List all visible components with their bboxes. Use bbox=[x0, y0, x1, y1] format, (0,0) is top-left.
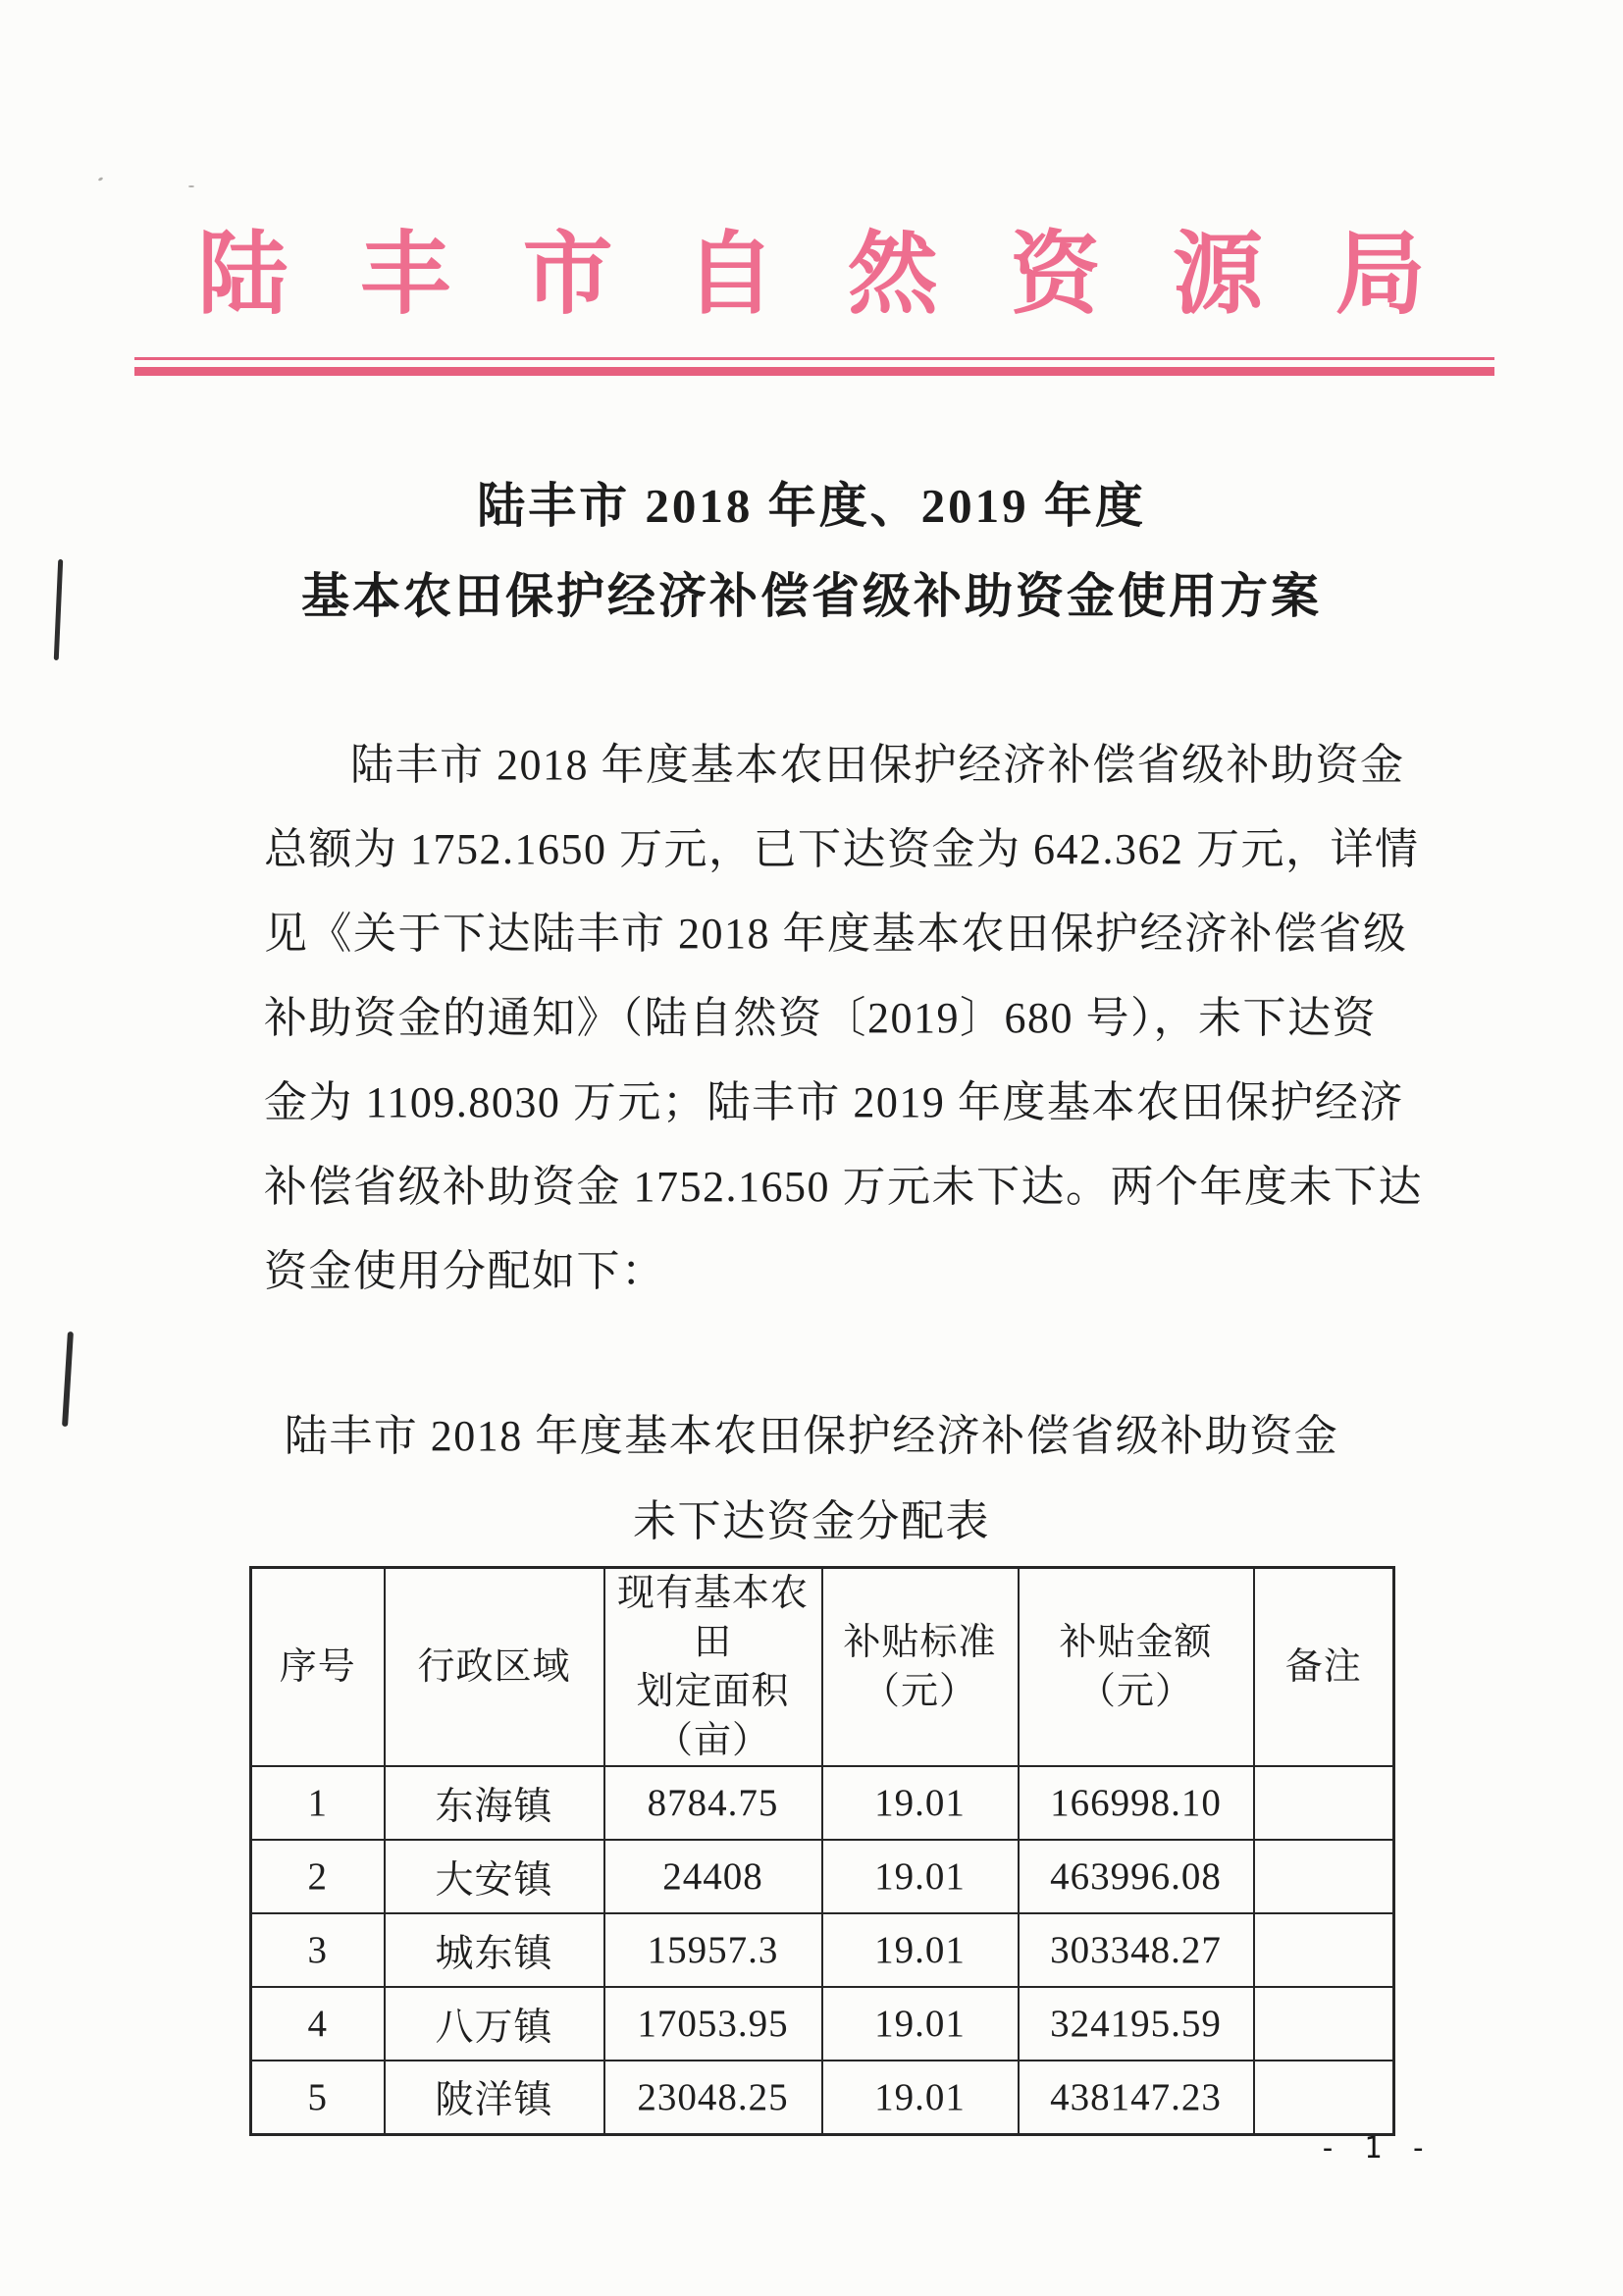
table-header-row bbox=[251, 1568, 1394, 1767]
table-caption-line-1: 陆丰市 2018 年度基本农田保护经济补偿省级补助资金 bbox=[284, 1412, 1339, 1460]
cell-index: 3 bbox=[251, 1913, 385, 1987]
title-line-1: 陆丰市 2018 年度、2019 年度 bbox=[477, 479, 1146, 533]
cell-amount: 463996.08 bbox=[1019, 1840, 1254, 1913]
cell-area: 24408 bbox=[604, 1840, 822, 1913]
cell-amount: 166998.10 bbox=[1019, 1766, 1254, 1840]
cell-index: 4 bbox=[251, 1987, 385, 2061]
body-line: 总额为 1752.1650 万元，已下达资金为 642.362 万元，详情 bbox=[264, 825, 1420, 873]
col-header-subsidy-rate bbox=[822, 1568, 1019, 1767]
col-header-text: 序号 bbox=[279, 1646, 356, 1688]
cell-rate: 19.01 bbox=[822, 2061, 1019, 2134]
cell-area: 15957.3 bbox=[604, 1913, 822, 1987]
col-header-remarks bbox=[1254, 1568, 1394, 1767]
cell-amount: 303348.27 bbox=[1019, 1913, 1254, 1987]
col-header-text: 备注 bbox=[1284, 1646, 1362, 1688]
table-caption-line-2: 未下达资金分配表 bbox=[633, 1497, 990, 1545]
page-number: - 1 - bbox=[1319, 2131, 1433, 2166]
body-line: 补助资金的通知》（陆自然资〔2019〕680 号），未下达资 bbox=[264, 994, 1377, 1042]
agency-letterhead: 陆丰市自然资源局 bbox=[197, 225, 1498, 325]
col-header-index bbox=[251, 1568, 385, 1767]
cell-index: 1 bbox=[251, 1766, 385, 1840]
letterhead-rule-thick bbox=[134, 367, 1494, 376]
body-line: 陆丰市 2018 年度基本农田保护经济补偿省级补助资金 bbox=[350, 741, 1405, 789]
cell-remarks bbox=[1254, 1766, 1394, 1840]
col-header-text: 行政区域 bbox=[417, 1646, 571, 1688]
table-row bbox=[251, 1913, 1394, 1987]
col-header-district bbox=[385, 1568, 604, 1767]
cell-remarks bbox=[1254, 2061, 1394, 2134]
cell-district: 陂洋镇 bbox=[385, 2061, 604, 2134]
body-line: 金为 1109.8030 万元；陆丰市 2019 年度基本农田保护经济 bbox=[264, 1078, 1404, 1126]
allocation-table bbox=[249, 1566, 1395, 2136]
cell-remarks bbox=[1254, 1987, 1394, 2061]
col-header-text: 划定面积（亩） bbox=[636, 1671, 790, 1761]
table-caption bbox=[0, 1393, 1623, 1564]
cell-rate: 19.01 bbox=[822, 1987, 1019, 2061]
col-header-text: （元） bbox=[862, 1671, 977, 1712]
body-line: 资金使用分配如下： bbox=[264, 1247, 666, 1295]
cell-district: 东海镇 bbox=[385, 1766, 604, 1840]
table-row bbox=[251, 1987, 1394, 2061]
letterhead-rule-thin bbox=[134, 357, 1494, 360]
cell-rate: 19.01 bbox=[822, 1840, 1019, 1913]
cell-district: 八万镇 bbox=[385, 1987, 604, 2061]
scan-speck-2 bbox=[188, 185, 194, 187]
body-line: 见《关于下达陆丰市 2018 年度基本农田保护经济补偿省级 bbox=[264, 910, 1408, 958]
title-line-2: 基本农田保护经济补偿省级补助资金使用方案 bbox=[300, 569, 1322, 623]
col-header-text: 现有基本农田 bbox=[616, 1573, 809, 1663]
cell-index: 2 bbox=[251, 1840, 385, 1913]
body-line: 补偿省级补助资金 1752.1650 万元未下达。两个年度未下达 bbox=[264, 1163, 1423, 1211]
cell-remarks bbox=[1254, 1913, 1394, 1987]
cell-remarks bbox=[1254, 1840, 1394, 1913]
table-row bbox=[251, 1840, 1394, 1913]
col-header-text: 补贴金额（元） bbox=[1059, 1622, 1213, 1712]
table-row bbox=[251, 2061, 1394, 2134]
cell-amount: 324195.59 bbox=[1019, 1987, 1254, 2061]
cell-area: 23048.25 bbox=[604, 2061, 822, 2134]
body-paragraph bbox=[264, 723, 1423, 1314]
cell-amount: 438147.23 bbox=[1019, 2061, 1254, 2134]
col-header-text: 补贴标准 bbox=[843, 1622, 997, 1663]
cell-rate: 19.01 bbox=[822, 1766, 1019, 1840]
cell-area: 17053.95 bbox=[604, 1987, 822, 2061]
scan-speck-1 bbox=[98, 177, 104, 182]
col-header-farmland-area bbox=[604, 1568, 822, 1767]
cell-area: 8784.75 bbox=[604, 1766, 822, 1840]
col-header-subsidy-amount bbox=[1019, 1568, 1254, 1767]
document-title bbox=[0, 461, 1623, 642]
table-row bbox=[251, 1766, 1394, 1840]
cell-district: 大安镇 bbox=[385, 1840, 604, 1913]
cell-index: 5 bbox=[251, 2061, 385, 2134]
cell-rate: 19.01 bbox=[822, 1913, 1019, 1987]
cell-district: 城东镇 bbox=[385, 1913, 604, 1987]
